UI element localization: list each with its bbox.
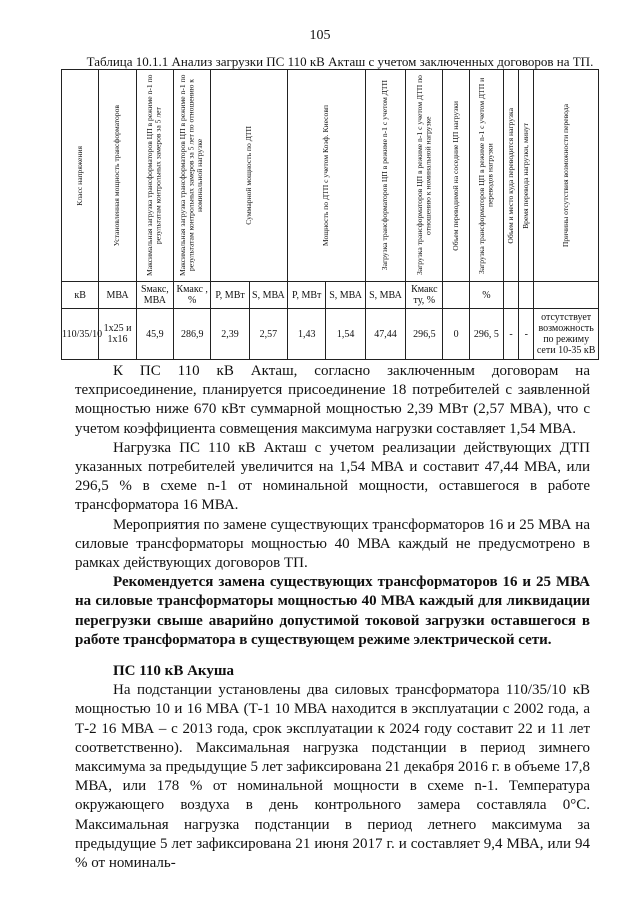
- data-cell: 296, 5: [469, 309, 503, 360]
- table-units-row: [62, 282, 599, 309]
- unit-cell: %: [469, 282, 503, 309]
- header-cell: Загрузка трансформаторов ЦП в режиме n-1 с учетом ДТП: [365, 70, 405, 282]
- data-cell: -: [504, 309, 519, 360]
- data-cell: 1,43: [288, 309, 326, 360]
- data-cell: -: [519, 309, 534, 360]
- document-body: [75, 362, 590, 873]
- paragraph: К ПС 110 кВ Акташ, согласно заключенным договорам на техприсоединение, планируется присоединение 18 потребителей с заявленной мощностью ниже 670 кВт суммарной мощностью 2,39 МВт (2,57 МВА), что с учетом коэффициента совмещения максимума нагрузки составляет 1,54 МВА.: [75, 363, 590, 437]
- unit-cell: S, МВА: [249, 282, 287, 309]
- unit-cell: Кмакс ту, %: [406, 282, 443, 309]
- header-cell: Объем и место куда переводится нагрузка: [504, 70, 519, 282]
- data-cell: 110/35/10: [62, 309, 99, 360]
- unit-cell: МВА: [99, 282, 136, 309]
- header-cell: Мощность по ДТП с учетом Коэф. Киесовп: [288, 70, 366, 282]
- data-cell: 2,39: [211, 309, 249, 360]
- table-header-row: [62, 70, 599, 282]
- unit-cell: S, МВА: [326, 282, 365, 309]
- header-cell: Загрузка трансформаторов ЦП в режиме n-1 с учетом ДТП и переводов нагрузки: [469, 70, 503, 282]
- paragraph: Нагрузка ПС 110 кВ Акташ с учетом реализации действующих ДТП указанных потребителей увеличится на 1,54 МВА и составит 47,44 МВА, или 296,5 % в схеме n-1 от номинальной мощности, оставшегося в работе трансформатора 16 МВА.: [75, 439, 590, 514]
- data-cell: 2,57: [249, 309, 287, 360]
- paragraph: На подстанции установлены два силовых трансформатора 110/35/10 кВ мощностью 10 и 16 МВА (Т-1 10 МВА находится в эксплуатации с 2002 года, а Т-2 16 МВА – с 2013 года, срок эксплуатации к 2024 году составит 22 и 11 лет соответственно). Максимальная нагрузка подстанции в период зимнего максимума за предыдущие 5 лет зафиксирована 21 декабря 2016 г. в объеме 17,8 МВА, или 178 % от номинальной мощности в схеме n-1. Температура окружающего воздуха в день контрольного замера составляла 0°С. Максимальная нагрузка подстанции в период летнего максимума за предыдущие 5 лет зафиксирована 21 июня 2017 г. и составляет 9,4 МВА, или 94 % от номиналь-: [75, 682, 590, 872]
- header-cell: Максимальная загрузка трансформаторов ЦП в режиме n-1 по результатам контрольных замеров за 5 лет: [136, 70, 173, 282]
- unit-cell: [519, 282, 534, 309]
- data-cell: 1х25 и 1х16: [99, 309, 136, 360]
- header-cell: Класс напряжения: [62, 70, 99, 282]
- unit-cell: [534, 282, 599, 309]
- header-cell: Суммарной мощность по ДТП: [211, 70, 288, 282]
- data-cell: 45,9: [136, 309, 173, 360]
- table-row: [62, 309, 599, 360]
- data-cell: 0: [443, 309, 469, 360]
- unit-cell: [504, 282, 519, 309]
- unit-cell: Кмакс , %: [174, 282, 211, 309]
- unit-cell: Sмакс, МВА: [136, 282, 173, 309]
- data-cell: отсутствует возможность по режиму сети 10-35 кВ: [534, 309, 599, 360]
- paragraph: Мероприятия по замене существующих трансформаторов 16 и 25 МВА на силовые трансформаторы мощностью 40 МВА каждый не предусмотрено в рамках действующих договоров ТП.: [75, 516, 590, 572]
- unit-cell: P, МВт: [288, 282, 326, 309]
- unit-cell: P, МВт: [211, 282, 249, 309]
- section-heading: ПС 110 кВ Акуша: [113, 663, 234, 680]
- load-analysis-table: [61, 69, 599, 360]
- header-cell: Причины отсутствия возможности перевода: [534, 70, 599, 282]
- table-caption: Таблица 10.1.1 Анализ загрузки ПС 110 кВ Акташ с учетом заключенных договоров на ТП.: [86, 54, 594, 69]
- header-cell: Установленная мощность трансформаторов: [99, 70, 136, 282]
- recommendation-paragraph: Рекомендуется замена существующих трансформаторов 16 и 25 МВА на силовые трансформаторы мощностью 40 МВА каждый для ликвидации перегрузки свыше аварийно допустимой токовой загрузки оставшегося в работе трансформатора в существующем режиме электрической сети.: [75, 574, 590, 648]
- header-cell: Объем переводимой на соседние ЦП нагрузки: [443, 70, 469, 282]
- page-number: 105: [309, 28, 331, 43]
- data-cell: 47,44: [365, 309, 405, 360]
- data-cell: 296,5: [406, 309, 443, 360]
- unit-cell: кВ: [62, 282, 99, 309]
- data-cell: 286,9: [174, 309, 211, 360]
- unit-cell: [443, 282, 469, 309]
- header-cell: Загрузка трансформаторов ЦП в режиме n-1 с учетом ДТП по отношению к номинальной нагрузке: [406, 70, 443, 282]
- data-cell: 1,54: [326, 309, 365, 360]
- unit-cell: S, МВА: [365, 282, 405, 309]
- header-cell: Время перевода нагрузки, минут: [519, 70, 534, 282]
- header-cell: Максимальная загрузка трансформаторов ЦП в режиме n-1 по результатам контрольных замеров за 5 лет по отношению к номинальной нагрузке: [174, 70, 211, 282]
